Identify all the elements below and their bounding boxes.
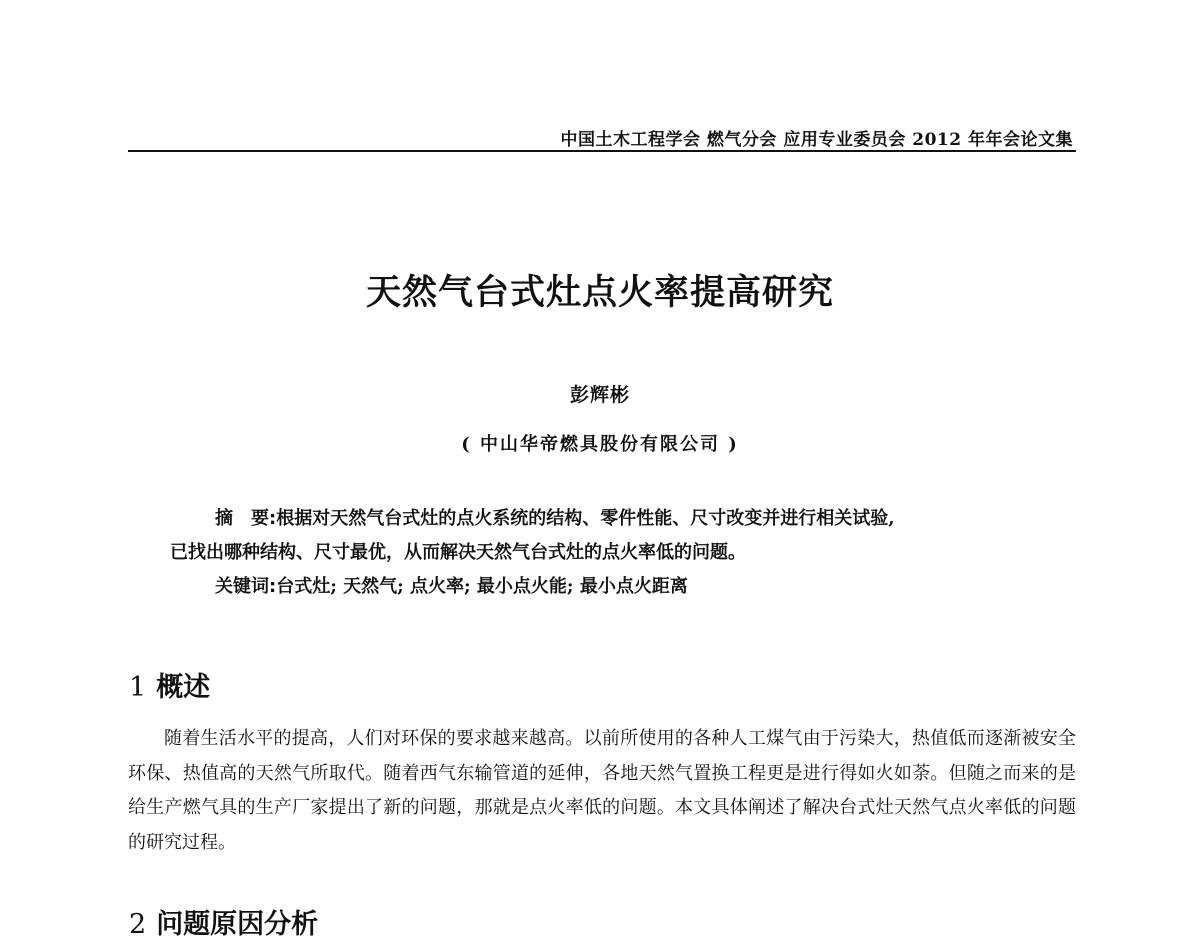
author-affiliation: ( 中山华帝燃具股份有限公司 ) <box>461 434 739 455</box>
keywords-line <box>170 570 1070 604</box>
author-name: 彭辉彬 <box>569 384 630 406</box>
section-title-1: 概述 <box>156 672 211 703</box>
abstract-label: 摘 要: <box>215 508 277 529</box>
abstract-line-1 <box>170 502 1070 536</box>
running-header: 中国土木工程学会 燃气分会 应用专业委员会 2012 年年会论文集 <box>560 130 1073 150</box>
abstract-line-2: 已找出哪种结构、尺寸最优，从而解决天然气台式灶的点火率低的问题。 <box>170 542 746 563</box>
section-number-2: 2 <box>129 909 147 940</box>
keywords-text: 台式灶; 天然气; 点火率; 最小点火能; 最小点火距离 <box>276 576 688 597</box>
section-heading-1 <box>129 665 210 704</box>
section-1-body: 随着生活水平的提高，人们对环保的要求越来越高。以前所使用的各种人工煤气由于污染大，热值低而逐渐被安全环保、热值高的天然气所取代。随着西气东输管道的延伸，各地天然气置换工程更是进行得如火如荼。但随之而来的是给生产燃气具的生产厂家提出了新的问题，那就是点火率低的问题。本文具体阐述了解决台式灶天然气点火率低的问题的研究过程。 <box>128 728 1076 853</box>
abstract-text-1: 根据对天然气台式灶的点火系统的结构、零件性能、尺寸改变并进行相关试验, <box>276 508 895 529</box>
section-number-1: 1 <box>129 672 147 703</box>
paper-title: 天然气台式灶点火率提高研究 <box>365 272 834 313</box>
header-rule <box>128 150 1076 152</box>
section-heading-2 <box>129 902 318 941</box>
abstract-block <box>170 502 1070 604</box>
section-title-2: 问题原因分析 <box>156 909 319 940</box>
keywords-label: 关键词: <box>215 576 277 597</box>
